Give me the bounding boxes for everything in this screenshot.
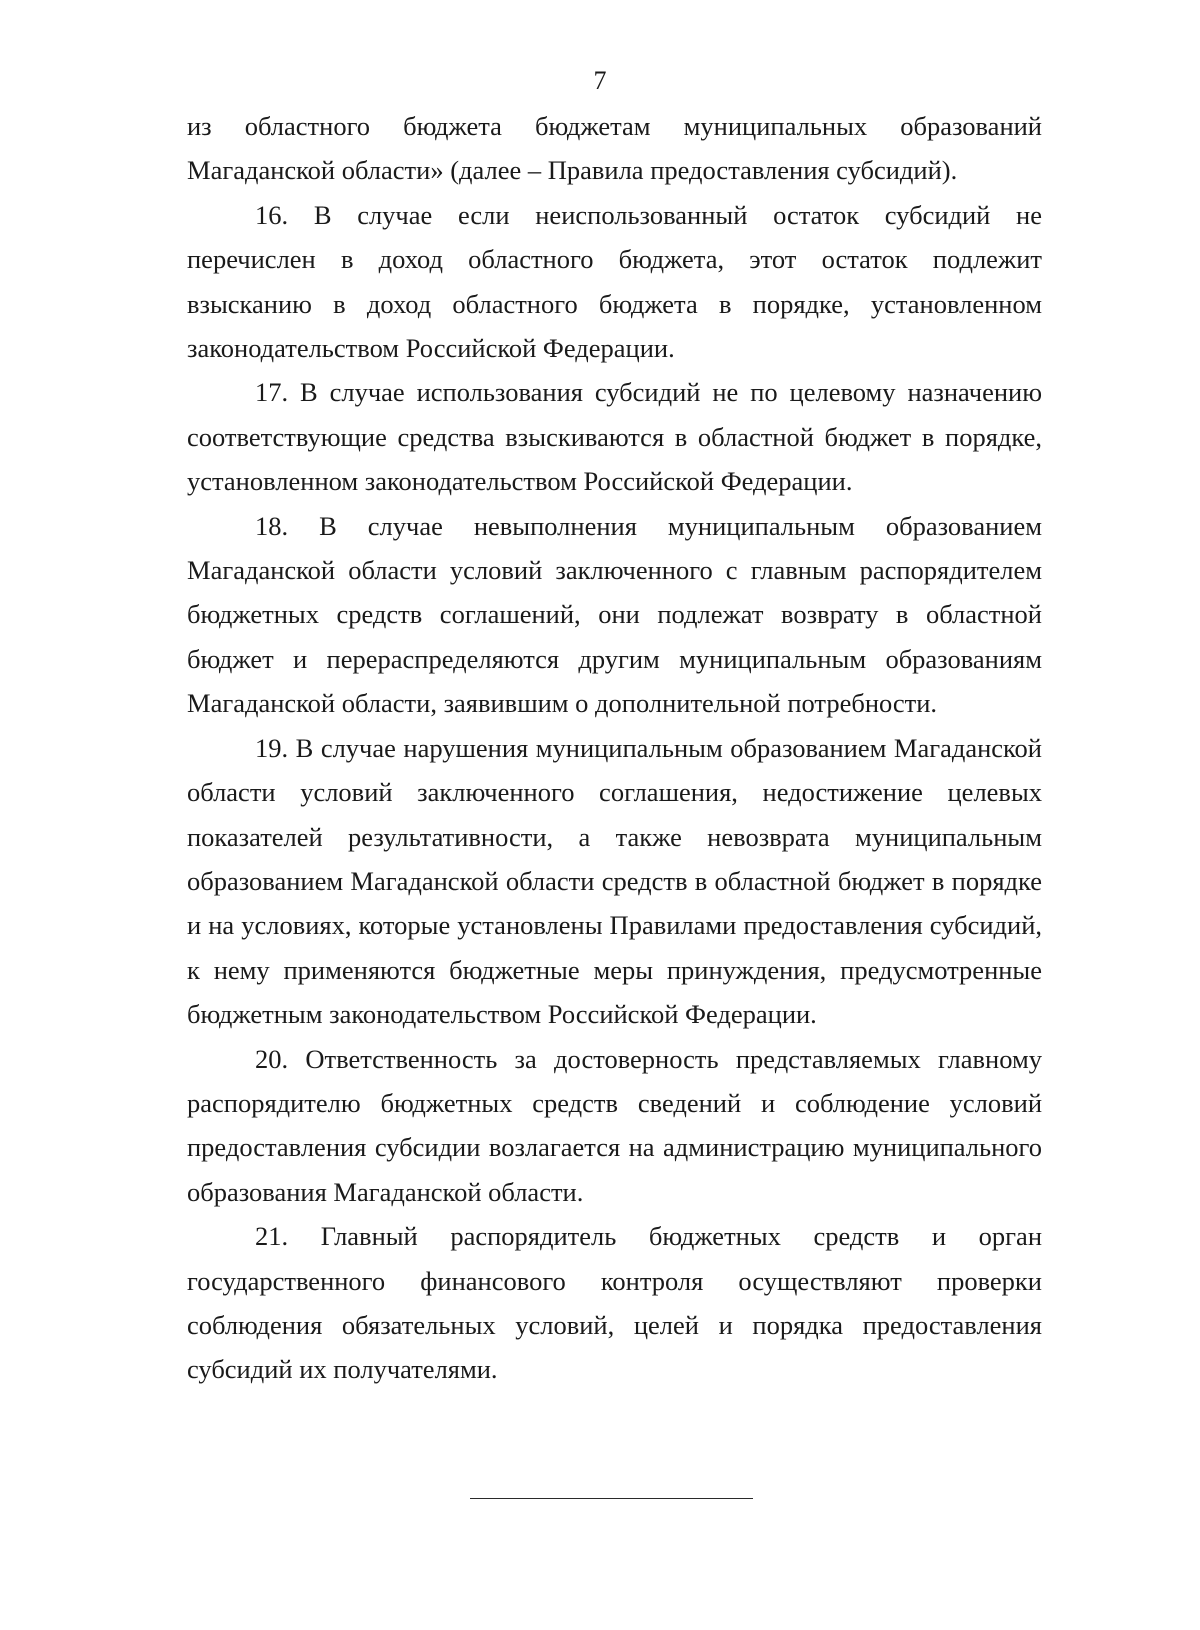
document-body [187, 104, 1042, 1392]
paragraph-19: 19. В случае нарушения муниципальным образованием Магаданской области условий заключенного соглашения, недостижение целевых показателей результативности, а также невозврата муниципальным образованием Магаданской области средств в областной бюджет в порядке и на условиях, которые установлены Правилами предоставления субсидий, к нему применяются бюджетные меры принуждения, предусмотренные бюджетным законодательством Российской Федерации. [187, 732, 1042, 1030]
end-of-document-rule [470, 1498, 753, 1499]
paragraph-21: 21. Главный распорядитель бюджетных средств и орган государственного финансового контроля осуществляют проверки соблюдения обязательных условий, целей и порядка предоставления субсидий их получателями. [187, 1221, 1042, 1385]
paragraph-17: 17. В случае использования субсидий не по целевому назначению соответствующие средства взыскиваются в областной бюджет в порядке, установленном законодательством Российской Федерации. [187, 377, 1042, 497]
paragraph-18: 18. В случае невыполнения муниципальным образованием Магаданской области условий заключенного с главным распорядителем бюджетных средств соглашений, они подлежат возврату в областной бюджет и перераспределяются другим муниципальным образованиям Магаданской области, заявившим о дополнительной потребности. [187, 510, 1042, 719]
paragraph-16: 16. В случае если неиспользованный остаток субсидий не перечислен в доход областного бюджета, этот остаток подлежит взысканию в доход областного бюджета в порядке, установленном законодательством Российской Федерации. [187, 199, 1042, 364]
paragraph-continuation: из областного бюджета бюджетам муниципальных образований Магаданской области» (далее – Правила предоставления субсидий). [187, 111, 1042, 186]
page-number: 7 [593, 66, 607, 95]
paragraph-20: 20. Ответственность за достоверность представляемых главному распорядителю бюджетных средств сведений и соблюдение условий предоставления субсидии возлагается на администрацию муниципального образования Магаданской области. [187, 1043, 1042, 1207]
